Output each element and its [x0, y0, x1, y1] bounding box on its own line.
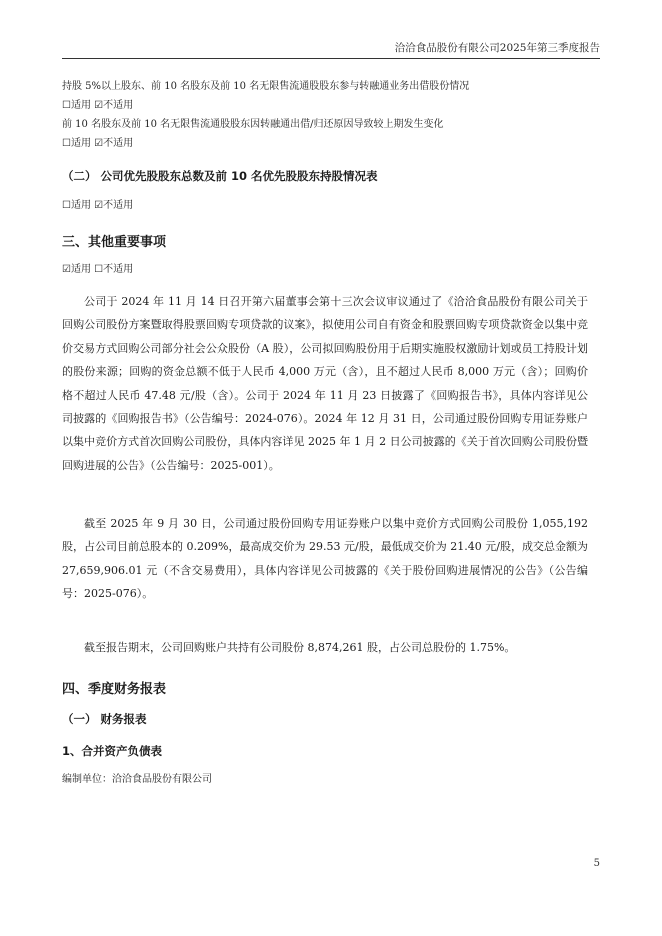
lending-options: ☐适用 ☑不适用: [62, 100, 134, 111]
buyback-plan-paragraph: 公司于 2024 年 11 月 14 日召开第六届董事会第十三次会议审议通过了《洽洽食品股份有限公司关于回购公司股份方案暨取得股票回购专项贷款的议案》，拟使用公司自有资金和股票回购专项贷款资金以集中竞价交易方式回购公司部分社会公众股份（A 股），公司拟回购股份用于后期实施股权激励计划或员工持股计划的股份来源；回购的资金总额不低于人民币 4,000 万元（含），且不超过人民币 8,000 万元（含）；回购价格不超过人民币 47.48 元/股（含）。公司于 2024 年 11 月 23 日披露了《回购报告书》，具体内容详见公司披露的《回购报告书》（公告编号：2024-076）。2024 年 12 月 31 日，公司通过股份回购专用证券账户以集中竞价方式首次回购公司股份，具体内容详见 2025 年 1 月 2 日公司披露的《关于首次回购公司股份暨回购进展的公告》（公告编号：2025-001）。: [62, 295, 588, 472]
compiler-line: 编制单位：洽洽食品股份有限公司: [62, 774, 212, 785]
page-header: [62, 40, 600, 59]
preferred-options: ☐适用 ☑不适用: [62, 200, 134, 211]
preferred-heading: （二） 公司优先股股东总数及前 10 名优先股股东持股情况表: [62, 169, 378, 183]
buyback-progress-paragraph: 截至 2025 年 9 月 30 日，公司通过股份回购专用证券账户以集中竞价方式回购公司股份 1,055,192 股，占公司目前总股本的 0.209%，最高成交价为 29.53 元/股，最低成交价为 21.40 元/股，成交总金额为 27,659,906.01 元（不含交易费用），具体内容详见公司披露的《关于股份回购进展情况的公告》（公告编号：2025-076）。: [62, 517, 588, 601]
financial-sub-heading: （一） 财务报表: [62, 712, 147, 726]
page-number: 5: [593, 858, 600, 869]
other-options: ☑适用 ☐不适用: [62, 264, 134, 275]
change-options: ☐适用 ☑不适用: [62, 138, 134, 149]
other-matters-heading: 三、其他重要事项: [62, 235, 167, 250]
financial-statements-heading: 四、季度财务报表: [62, 682, 167, 697]
header-title: 洽洽食品股份有限公司2025年第三季度报告: [394, 42, 600, 54]
buyback-holding-paragraph: 截至报告期末，公司回购账户共持有公司股份 8,874,261 股，占公司总股份的 1.75%。: [84, 641, 516, 654]
balance-sheet-heading: 1、合并资产负债表: [62, 744, 163, 758]
lending-title: 持股 5%以上股东、前 10 名股东及前 10 名无限售流通股股东参与转融通业务出借股份情况: [62, 81, 470, 92]
change-title: 前 10 名股东及前 10 名无限售流通股股东因转融通出借/归还原因导致较上期发生变化: [62, 119, 444, 130]
